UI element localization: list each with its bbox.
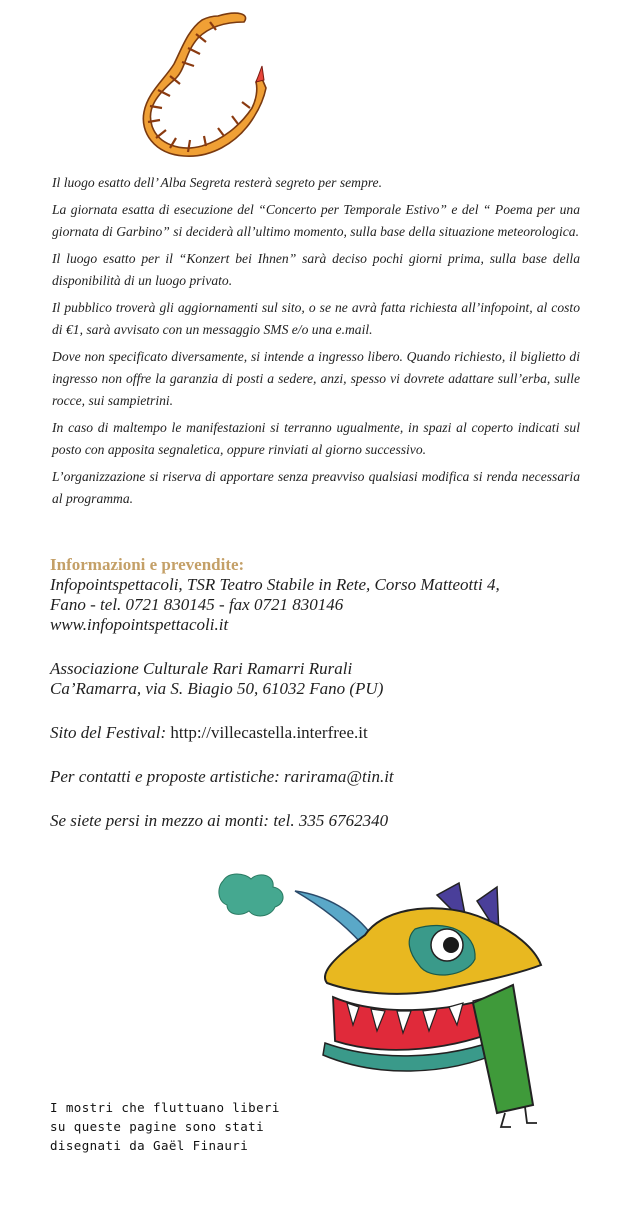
lost-line: Se siete persi in mezzo ai monti: tel. 335 6762340 [50, 811, 389, 830]
lost-block [50, 811, 590, 831]
note-paragraph: L’organizzazione si riserva di apportare senza preavviso qualsiasi modifica si renda necessaria al programma. [52, 469, 580, 506]
credit-line: I mostri che fluttuano liberi [50, 1100, 280, 1115]
association-name: Associazione Culturale Rari Ramarri Rurali [50, 659, 353, 678]
note-paragraph: Il luogo esatto per il “Konzert bei Ihnen” sarà deciso pochi giorni prima, sulla base della disponibilità di un luogo privato. [52, 251, 580, 288]
note-paragraph: Il pubblico troverà gli aggiornamenti sul sito, o se ne avrà fatta richiesta all’infopoint, al costo di €1, sarà avvisato con un messaggio SMS e/o una e.mail. [52, 300, 580, 337]
festival-site-block [50, 723, 590, 743]
contacts-block [50, 767, 590, 787]
association-block [50, 659, 590, 699]
note-paragraph: In caso di maltempo le manifestazioni si terranno ugualmente, in spazi al coperto indicati sul posto con apposita segnaletica, oppure rinviati al giorno successivo. [52, 420, 580, 457]
info-section [50, 555, 590, 855]
infopoint-url[interactable]: www.infopointspettacoli.it [50, 615, 229, 634]
credit-line: su queste pagine sono stati [50, 1119, 264, 1134]
infopoint-phone: Fano - tel. 0721 830145 - fax 0721 830146 [50, 595, 344, 614]
dragon-monster-drawing [215, 865, 555, 1135]
association-address: Ca’Ramarra, via S. Biagio 50, 61032 Fano (PU) [50, 679, 384, 698]
contacts-line: Per contatti e proposte artistiche: rarirama@tin.it [50, 767, 394, 786]
note-paragraph: La giornata esatta di esecuzione del “Concerto per Temporale Estivo” e del “ Poema per una giornata di Garbino” si deciderà all’ultimo momento, sulla base della situazione meteorologica. [52, 202, 580, 239]
festival-site [50, 723, 590, 743]
snake-monster-drawing [140, 8, 270, 158]
infopoint-block [50, 555, 590, 635]
info-heading: Informazioni e prevendite: [50, 555, 245, 574]
site-url[interactable]: http://villecastella.interfree.it [170, 723, 368, 742]
infopoint-address: Infopointspettacoli, TSR Teatro Stabile in Rete, Corso Matteotti 4, [50, 575, 500, 594]
note-paragraph: Il luogo esatto dell’ Alba Segreta resterà segreto per sempre. [52, 175, 382, 190]
festival-notes [52, 172, 580, 515]
illustration-credit [50, 1098, 330, 1155]
note-paragraph: Dove non specificato diversamente, si intende a ingresso libero. Quando richiesto, il biglietto di ingresso non offre la garanzia di posti a sedere, anzi, spesso vi dovrete adattare sull’erba, sulle rocce, sui sampietrini. [52, 349, 580, 408]
site-label: Sito del Festival: [50, 723, 171, 742]
credit-line: disegnati da Gaël Finauri [50, 1138, 249, 1153]
